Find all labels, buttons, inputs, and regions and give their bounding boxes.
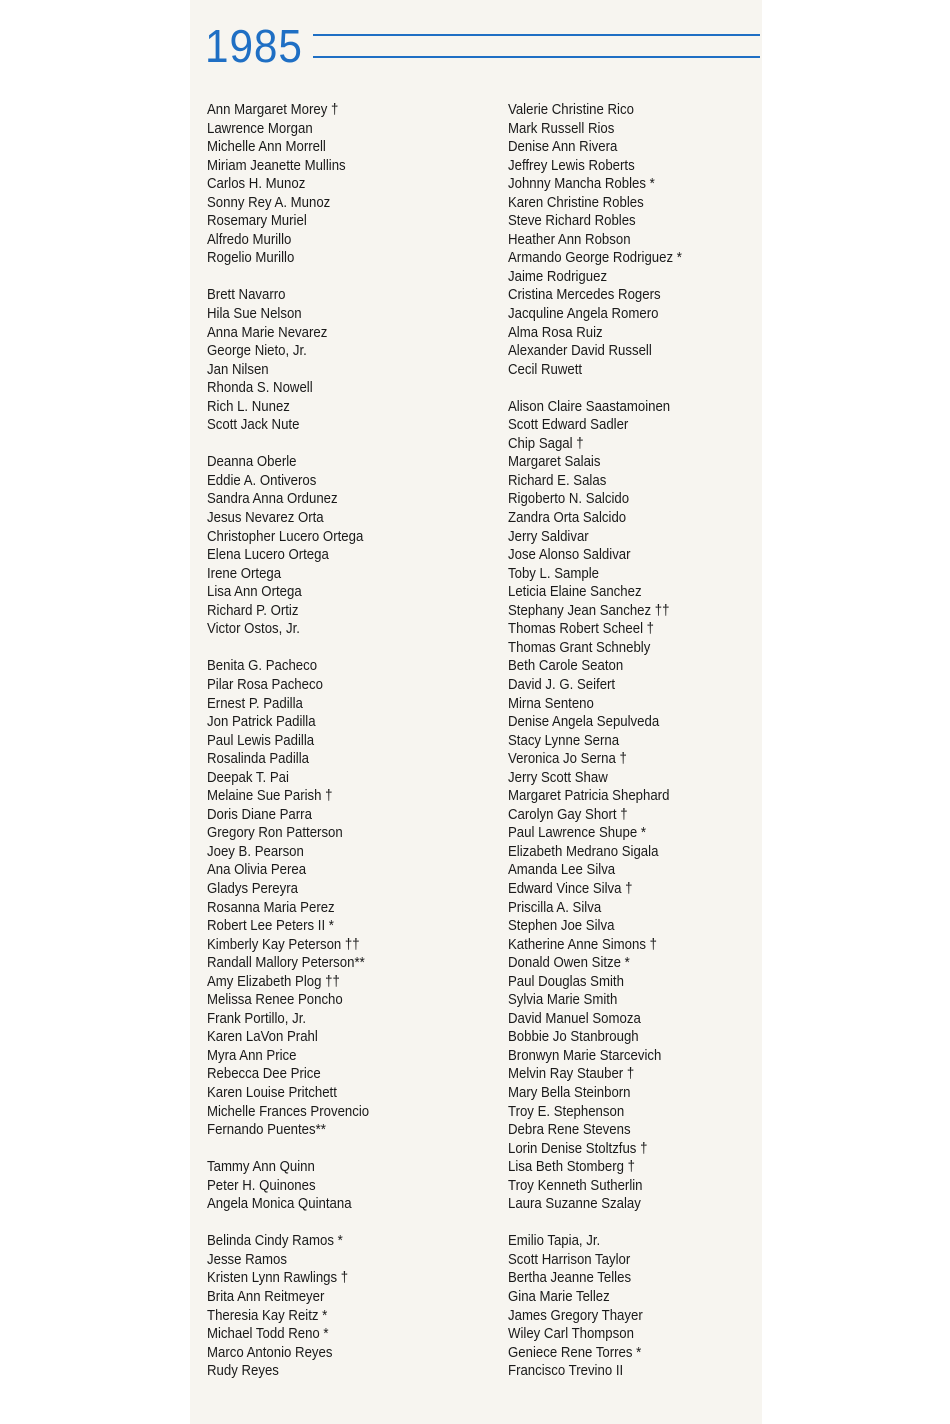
graduate-name: Rosalinda Padilla <box>207 750 309 768</box>
graduate-name: Michael Todd Reno * <box>207 1325 329 1343</box>
graduate-name: Melissa Renee Poncho <box>207 991 343 1009</box>
names-column-right <box>508 101 778 1381</box>
graduate-name: Amanda Lee Silva <box>508 861 616 879</box>
graduate-name: Laura Suzanne Szalay <box>508 1195 641 1213</box>
graduate-name: Emilio Tapia, Jr. <box>508 1232 601 1250</box>
graduate-name: Carlos H. Munoz <box>207 175 306 193</box>
graduate-name: Benita G. Pacheco <box>207 657 318 675</box>
graduate-name: David Manuel Somoza <box>508 1009 641 1027</box>
graduate-name: Jan Nilsen <box>207 360 269 378</box>
graduate-name: Stephany Jean Sanchez †† <box>508 601 670 619</box>
graduate-name: Steve Richard Robles <box>508 212 636 230</box>
graduate-name: Anna Marie Nevarez <box>207 323 328 341</box>
graduate-name: Katherine Anne Simons † <box>508 935 657 953</box>
graduate-name: Stacy Lynne Serna <box>508 731 620 749</box>
graduate-name: Robert Lee Peters II * <box>207 917 334 935</box>
name-group <box>207 101 477 268</box>
graduate-name: Bobbie Jo Stanbrough <box>508 1028 639 1046</box>
graduate-name: Beth Carole Seaton <box>508 657 624 675</box>
graduate-name: Donald Owen Sitze * <box>508 954 630 972</box>
graduate-name: Ana Olivia Perea <box>207 861 307 879</box>
graduate-name: Alexander David Russell <box>508 342 652 360</box>
name-group <box>508 101 778 379</box>
graduate-name: Peter H. Quinones <box>207 1176 316 1194</box>
graduate-name: Doris Diane Parra <box>207 805 312 823</box>
graduate-name: Cecil Ruwett <box>508 360 583 378</box>
graduate-name: Ann Margaret Morey † <box>207 101 339 118</box>
graduate-name: Tammy Ann Quinn <box>207 1158 315 1176</box>
year-heading: 1985 <box>205 20 303 72</box>
graduate-name: Amy Elizabeth Plog †† <box>207 972 340 990</box>
graduate-name: Johnny Mancha Robles * <box>508 175 655 193</box>
graduate-name: Paul Douglas Smith <box>508 972 624 990</box>
name-group <box>207 1232 477 1380</box>
graduate-name: Priscilla A. Silva <box>508 898 602 916</box>
graduate-name: Rhonda S. Nowell <box>207 379 313 397</box>
graduate-name: Scott Jack Nute <box>207 416 300 434</box>
graduate-name: Richard P. Ortiz <box>207 601 299 619</box>
graduate-name: Wiley Carl Thompson <box>508 1325 634 1343</box>
graduate-name: Randall Mallory Peterson** <box>207 954 365 972</box>
graduate-name: Geniece Rene Torres * <box>508 1343 642 1361</box>
graduate-name: Melaine Sue Parish † <box>207 787 333 805</box>
graduate-name: Rich L. Nunez <box>207 397 290 415</box>
graduate-name: Alma Rosa Ruiz <box>508 323 603 341</box>
graduate-name: Rudy Reyes <box>207 1362 279 1380</box>
graduate-name: Paul Lawrence Shupe * <box>508 824 646 842</box>
graduate-name: Troy E. Stephenson <box>508 1102 625 1120</box>
graduate-name: Richard E. Salas <box>508 471 607 489</box>
graduate-name: Cristina Mercedes Rogers <box>508 286 661 304</box>
graduate-name: Veronica Jo Serna † <box>508 750 627 768</box>
graduate-name: Karen LaVon Prahl <box>207 1028 318 1046</box>
graduate-name: Christopher Lucero Ortega <box>207 527 364 545</box>
graduate-name: Michelle Ann Morrell <box>207 138 326 156</box>
graduate-name: Edward Vince Silva † <box>508 879 633 897</box>
graduate-name: Kristen Lynn Rawlings † <box>207 1269 349 1287</box>
graduate-name: Jesus Nevarez Orta <box>207 509 324 527</box>
graduate-name: Brita Ann Reitmeyer <box>207 1288 325 1305</box>
graduate-name: Jerry Saldivar <box>508 527 589 545</box>
graduate-name: James Gregory Thayer <box>508 1306 643 1324</box>
graduate-name: Debra Rene Stevens <box>508 1121 631 1139</box>
name-group <box>207 657 477 1139</box>
graduate-name: Victor Ostos, Jr. <box>207 620 300 638</box>
graduate-name: Rosemary Muriel <box>207 212 307 230</box>
graduate-name: Denise Angela Sepulveda <box>508 713 660 731</box>
graduate-name: Jon Patrick Padilla <box>207 713 316 731</box>
graduate-name: Thomas Robert Scheel † <box>508 620 655 638</box>
graduate-name: Rogelio Murillo <box>207 249 295 267</box>
graduate-name: Rebecca Dee Price <box>207 1065 321 1083</box>
graduate-name: Myra Ann Price <box>207 1046 297 1064</box>
graduate-name: Mary Bella Steinborn <box>508 1083 631 1101</box>
graduate-name: George Nieto, Jr. <box>207 342 307 360</box>
graduate-name: Heather Ann Robson <box>508 230 631 248</box>
graduate-name: Scott Edward Sadler <box>508 416 629 434</box>
graduate-name: Elizabeth Medrano Sigala <box>508 842 659 860</box>
graduate-name: Rosanna Maria Perez <box>207 898 335 916</box>
graduate-name: Deepak T. Pai <box>207 768 289 786</box>
graduate-name: Miriam Jeanette Mullins <box>207 156 346 174</box>
group-spacer <box>207 435 477 454</box>
graduate-name: Gladys Pereyra <box>207 879 298 897</box>
group-spacer <box>207 639 477 658</box>
graduate-name: Mirna Senteno <box>508 694 594 712</box>
graduate-name: Melvin Ray Stauber † <box>508 1065 635 1083</box>
graduate-name: Belinda Cindy Ramos * <box>207 1232 343 1250</box>
graduate-name: Sandra Anna Ordunez <box>207 490 338 508</box>
graduate-name: Margaret Patricia Shephard <box>508 787 670 805</box>
graduate-name: Leticia Elaine Sanchez <box>508 583 642 601</box>
name-group <box>207 1158 477 1214</box>
graduate-name: Lawrence Morgan <box>207 119 313 137</box>
graduate-name: Jose Alonso Saldivar <box>508 546 631 564</box>
graduate-name: Sylvia Marie Smith <box>508 991 618 1009</box>
graduate-name: Alison Claire Saastamoinen <box>508 397 671 415</box>
graduate-name: Lorin Denise Stoltzfus † <box>508 1139 648 1157</box>
graduate-name: Deanna Oberle <box>207 453 297 471</box>
graduate-name: Troy Kenneth Sutherlin <box>508 1176 643 1194</box>
graduate-name: Hila Sue Nelson <box>207 305 302 323</box>
graduate-name: Scott Harrison Taylor <box>508 1250 631 1268</box>
group-spacer <box>207 1214 477 1233</box>
graduate-name: Angela Monica Quintana <box>207 1195 352 1213</box>
graduate-name: Jacquline Angela Romero <box>508 305 659 323</box>
graduate-name: Jerry Scott Shaw <box>508 768 608 786</box>
graduate-name: Karen Louise Pritchett <box>207 1083 337 1101</box>
group-spacer <box>207 1140 477 1159</box>
graduate-name: Margaret Salais <box>508 453 601 471</box>
graduate-name: Marco Antonio Reyes <box>207 1343 333 1361</box>
graduate-name: Stephen Joe Silva <box>508 917 615 935</box>
graduate-name: Jesse Ramos <box>207 1250 287 1268</box>
group-spacer <box>508 1214 778 1233</box>
graduate-name: Francisco Trevino II <box>508 1362 624 1380</box>
heading-rule-bottom <box>313 56 760 58</box>
graduate-name: Lisa Ann Ortega <box>207 583 302 601</box>
graduate-name: Frank Portillo, Jr. <box>207 1009 307 1027</box>
graduate-name: Karen Christine Robles <box>508 193 644 211</box>
graduate-name: Chip Sagal † <box>508 434 584 452</box>
graduate-name: Rigoberto N. Salcido <box>508 490 630 508</box>
name-group <box>508 1232 778 1380</box>
names-column-left <box>207 101 477 1381</box>
heading-rule-top <box>313 34 760 36</box>
graduate-name: Michelle Frances Provencio <box>207 1102 370 1120</box>
graduate-name: Carolyn Gay Short † <box>508 805 628 823</box>
graduate-name: Jeffrey Lewis Roberts <box>508 156 635 174</box>
graduate-name: Brett Navarro <box>207 286 286 304</box>
graduate-name: Toby L. Sample <box>508 564 599 582</box>
graduate-name: Paul Lewis Padilla <box>207 731 315 749</box>
graduate-name: Mark Russell Rios <box>508 119 615 137</box>
graduate-name: Gregory Ron Patterson <box>207 824 343 842</box>
name-group <box>207 453 477 638</box>
graduate-name: Pilar Rosa Pacheco <box>207 675 323 693</box>
graduate-name: Elena Lucero Ortega <box>207 546 329 564</box>
graduate-name: Bertha Jeanne Telles <box>508 1269 632 1287</box>
graduate-name: Joey B. Pearson <box>207 842 304 860</box>
graduate-name: Jaime Rodriguez <box>508 267 608 285</box>
graduate-name: Lisa Beth Stomberg † <box>508 1158 635 1176</box>
graduate-name: Thomas Grant Schnebly <box>508 638 651 656</box>
graduate-name: Alfredo Murillo <box>207 230 292 248</box>
name-group <box>508 398 778 1214</box>
graduate-name: Irene Ortega <box>207 564 282 582</box>
group-spacer <box>508 379 778 398</box>
graduate-name: David J. G. Seifert <box>508 675 616 693</box>
graduate-name: Valerie Christine Rico <box>508 101 634 118</box>
graduate-name: Gina Marie Tellez <box>508 1288 610 1305</box>
graduate-name: Fernando Puentes** <box>207 1121 326 1139</box>
graduate-name: Zandra Orta Salcido <box>508 509 627 527</box>
graduate-name: Armando George Rodriguez * <box>508 249 682 267</box>
graduate-name: Theresia Kay Reitz * <box>207 1306 328 1324</box>
graduate-name: Kimberly Kay Peterson †† <box>207 935 360 953</box>
name-group <box>207 286 477 434</box>
group-spacer <box>207 268 477 287</box>
graduate-name: Eddie A. Ontiveros <box>207 471 317 489</box>
graduate-name: Denise Ann Rivera <box>508 138 618 156</box>
graduate-name: Sonny Rey A. Munoz <box>207 193 331 211</box>
graduate-name: Bronwyn Marie Starcevich <box>508 1046 662 1064</box>
graduate-name: Ernest P. Padilla <box>207 694 303 712</box>
